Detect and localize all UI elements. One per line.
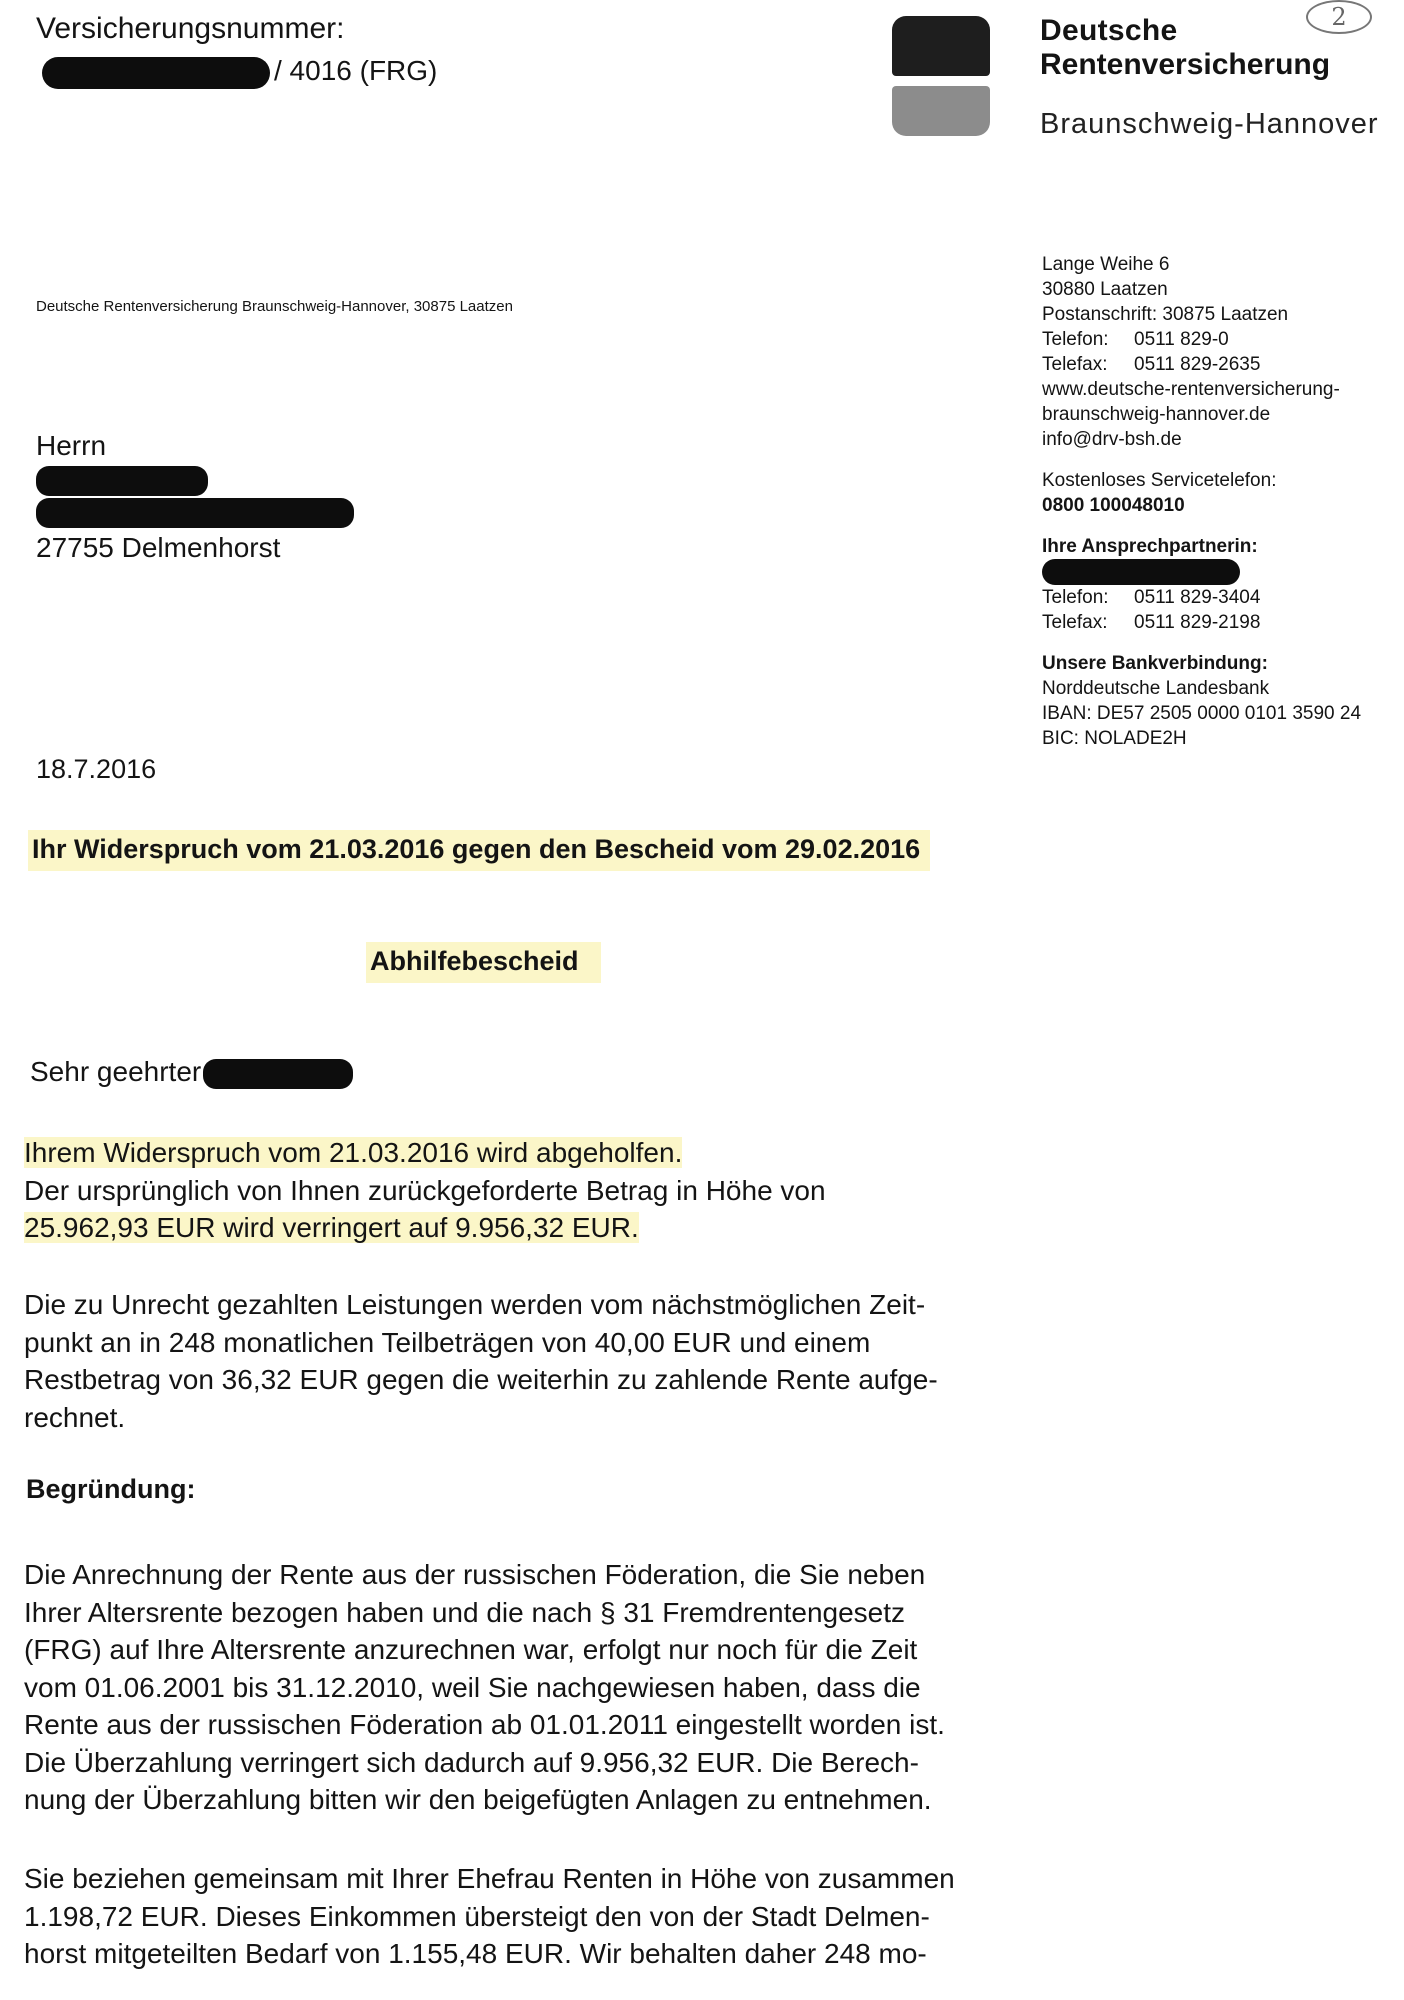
- contact-phone-label: Telefon:: [1042, 587, 1109, 608]
- bank-bic: BIC: NOLADE2H: [1042, 728, 1187, 749]
- phone-number: 0511 829-0: [1134, 329, 1229, 350]
- website-line1: www.deutsche-rentenversicherung-: [1042, 379, 1340, 400]
- contact-fax-row: [1042, 352, 1392, 377]
- greeting-text: Sehr geehrter: [30, 1056, 202, 1087]
- body-line: 1.198,72 EUR. Dieses Einkommen übersteigt den von der Stadt Delmen-: [24, 1900, 930, 1932]
- body-line: Die Anrechnung der Rente aus der russischen Föderation, die Sie neben: [24, 1559, 926, 1590]
- bank-label: Unsere Bankverbindung:: [1042, 653, 1268, 674]
- recipient-salutation: Herrn: [36, 430, 107, 461]
- contact-block: [1042, 252, 1392, 751]
- contact-phone-row: [1042, 327, 1392, 352]
- redacted-recipient-name: [36, 466, 208, 496]
- recipient-city: 27755 Delmenhorst: [36, 532, 281, 563]
- website-line2: braunschweig-hannover.de: [1042, 404, 1271, 425]
- brand-name-line2: Rentenversicherung: [1040, 48, 1331, 81]
- sender-address-line: Deutsche Rentenversicherung Braunschweig-Hannover, 30875 Laatzen: [36, 298, 513, 315]
- fax-number: 0511 829-2635: [1134, 354, 1261, 375]
- contact-fax-number: 0511 829-2198: [1134, 612, 1261, 633]
- redacted-contact-person: [1042, 559, 1240, 585]
- phone-label: Telefon:: [1042, 329, 1109, 350]
- document-title: Abhilfebescheid: [366, 942, 601, 983]
- insurance-number-label: Versicherungsnummer:: [36, 12, 345, 45]
- paragraph-repayment: [24, 1286, 1084, 1436]
- redacted-insurance-number: [42, 57, 270, 89]
- greeting: [30, 1056, 353, 1089]
- body-line: horst mitgeteilten Bedarf von 1.155,48 EUR. Wir behalten daher 248 mo-: [24, 1938, 927, 1969]
- handwritten-page-mark: 2: [1306, 0, 1372, 34]
- body-line: Restbetrag von 36,32 EUR gegen die weiterhin zu zahlende Rente aufge-: [24, 1364, 938, 1395]
- brand-name-line1: Deutsche: [1040, 14, 1178, 47]
- body-line: Rente aus der russischen Föderation ab 01.01.2011 eingestellt worden ist.: [24, 1709, 945, 1740]
- body-line: rechnet.: [24, 1401, 126, 1433]
- contact-phone-number: 0511 829-3404: [1134, 587, 1261, 608]
- paragraph-reasons: [24, 1556, 1084, 1819]
- letter-subject: Ihr Widerspruch vom 21.03.2016 gegen den Bescheid vom 29.02.2016: [28, 830, 930, 871]
- reasons-heading: Begründung:: [26, 1474, 196, 1504]
- body-line: Die Überzahlung verringert sich dadurch auf 9.956,32 EUR. Die Berech-: [24, 1746, 919, 1778]
- body-line: (FRG) auf Ihre Altersrente anzurechnen war, erfolgt nur noch für die Zeit: [24, 1634, 918, 1665]
- contact-fax-label: Telefax:: [1042, 612, 1108, 633]
- bank-name: Norddeutsche Landesbank: [1042, 678, 1270, 699]
- body-line: 25.962,93 EUR wird verringert auf 9.956,32 EUR.: [24, 1212, 639, 1243]
- body-line: Ihrem Widerspruch vom 21.03.2016 wird abgeholfen.: [24, 1137, 683, 1168]
- paragraph-income: [24, 1860, 1084, 1973]
- brand-region: Braunschweig-Hannover: [1040, 108, 1379, 140]
- logo-bottom-block: [892, 86, 990, 136]
- contact-person-fax-row: [1042, 610, 1392, 635]
- service-phone-label: Kostenloses Servicetelefon:: [1042, 470, 1277, 491]
- contact-person-name: [1042, 559, 1392, 585]
- insurance-number: [42, 55, 437, 89]
- body-line: vom 01.06.2001 bis 31.12.2010, weil Sie nachgewiesen haben, dass die: [24, 1671, 921, 1703]
- body-line: Sie beziehen gemeinsam mit Ihrer Ehefrau Renten in Höhe von zusammen: [24, 1863, 955, 1894]
- redacted-recipient-street: [36, 498, 354, 528]
- contact-person-phone-row: [1042, 585, 1392, 610]
- service-phone-number: 0800 100048010: [1042, 495, 1185, 516]
- body-line: Der ursprünglich von Ihnen zurückgeforderte Betrag in Höhe von: [24, 1174, 826, 1206]
- insurance-number-suffix: / 4016 (FRG): [274, 55, 438, 86]
- contact-email: info@drv-bsh.de: [1042, 429, 1182, 450]
- fax-label: Telefax:: [1042, 354, 1108, 375]
- body-line: Die zu Unrecht gezahlten Leistungen werden vom nächstmöglichen Zeit-: [24, 1289, 926, 1320]
- logo-top-block: [892, 16, 990, 76]
- body-line: nung der Überzahlung bitten wir den beigefügten Anlagen zu entnehmen.: [24, 1784, 932, 1815]
- contact-street: Lange Weihe 6: [1042, 254, 1170, 275]
- contact-city: 30880 Laatzen: [1042, 279, 1168, 300]
- body-line: punkt an in 248 monatlichen Teilbeträgen von 40,00 EUR und einem: [24, 1326, 871, 1358]
- recipient-name: [36, 466, 208, 496]
- bank-iban: IBAN: DE57 2505 0000 0101 3590 24: [1042, 703, 1362, 724]
- paragraph-decision: [24, 1134, 1084, 1247]
- drv-logo: [892, 16, 990, 136]
- contact-person-label: Ihre Ansprechpartnerin:: [1042, 536, 1258, 557]
- contact-postal-address: Postanschrift: 30875 Laatzen: [1042, 304, 1289, 325]
- redacted-recipient-greeting-name: [203, 1059, 353, 1089]
- letter-date: 18.7.2016: [36, 754, 157, 784]
- body-line: Ihrer Altersrente bezogen haben und die nach § 31 Fremdrentengesetz: [24, 1596, 906, 1628]
- recipient-street: [36, 498, 354, 528]
